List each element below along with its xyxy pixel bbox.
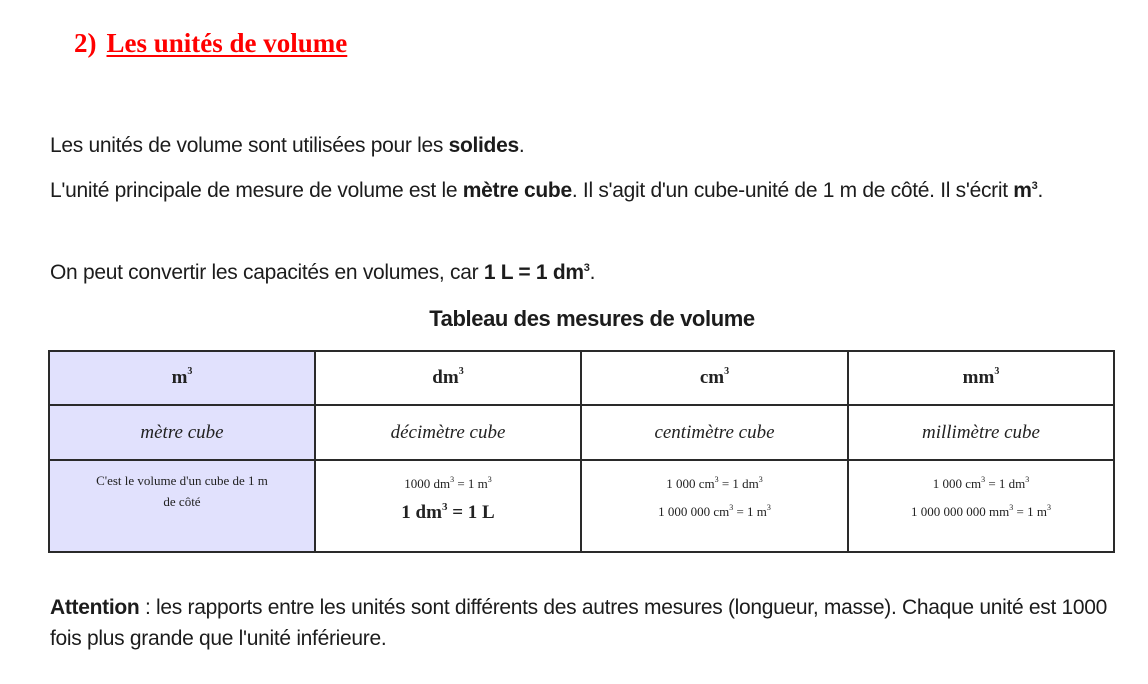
exponent: 3	[487, 475, 492, 484]
conversion-line	[849, 473, 1113, 494]
text: . Il s'agit d'un cube-unité de 1 m de côté. Il s'écrit	[571, 179, 1014, 202]
cell-info-m3	[49, 460, 315, 552]
attention-paragraph	[50, 592, 1130, 654]
section-heading	[74, 28, 347, 59]
text: 1000 dm	[404, 476, 451, 491]
main-unit-paragraph	[50, 174, 1090, 207]
text: .	[589, 261, 596, 284]
cell-unit-dm3	[315, 351, 581, 405]
text: 1 000 000 000 mm	[911, 504, 1010, 519]
exponent: 3	[583, 262, 590, 274]
conversion-line	[316, 473, 580, 494]
section-title: Les unités de volume	[106, 28, 348, 58]
exponent: 3	[450, 475, 455, 484]
text: Les unités de volume sont utilisées pour les	[50, 134, 449, 157]
text: 1 000 000 cm	[658, 504, 730, 519]
text: = 1 L	[447, 502, 495, 523]
exponent: 3	[1046, 503, 1051, 512]
exponent: 3	[441, 501, 448, 513]
table-row-units	[49, 351, 1114, 405]
table-row-conversions	[49, 460, 1114, 552]
text: : les rapports entre les unités sont différents des autres mesures (longueur, masse). Chaque unité est 1000 fois plus grande que l'unité inférieure.	[50, 596, 1108, 650]
conversion-paragraph	[50, 256, 595, 289]
text: m	[1013, 179, 1032, 202]
cell-name-mm3: millimètre cube	[848, 405, 1114, 460]
text: L'unité principale de mesure de volume est le	[50, 179, 463, 202]
text: 1 000 cm	[932, 476, 982, 491]
exponent: 3	[187, 366, 193, 377]
conversion-line	[582, 473, 847, 494]
section-number: 2)	[74, 28, 97, 58]
text: 1 L = 1 dm	[483, 261, 584, 284]
intro-paragraph	[50, 129, 524, 162]
emphasis-metre-cube: mètre cube	[462, 179, 572, 202]
conversion-line	[582, 504, 847, 520]
table-caption: Tableau des mesures de volume	[429, 306, 755, 331]
text: 1 dm	[401, 502, 442, 523]
text: dm	[432, 367, 459, 388]
text: .	[518, 134, 525, 157]
text: m	[171, 367, 188, 388]
cell-info-mm3	[848, 460, 1114, 552]
cell-name-dm3: décimètre cube	[315, 405, 581, 460]
cell-name-cm3: centimètre cube	[581, 405, 848, 460]
exponent: 3	[1025, 475, 1030, 484]
text: = 1 dm	[985, 476, 1026, 491]
cell-info-cm3	[581, 460, 848, 552]
text: mm	[962, 367, 995, 388]
exponent: 3	[1009, 503, 1014, 512]
text: = 1 m	[454, 476, 488, 491]
text: 1 000 cm	[666, 476, 715, 491]
exponent: 3	[994, 366, 1000, 377]
exponent: 3	[758, 475, 763, 484]
exponent: 3	[729, 503, 734, 512]
cell-unit-m3	[49, 351, 315, 405]
cell-info-dm3	[315, 460, 581, 552]
table-row-names	[49, 405, 1114, 460]
exponent: 3	[458, 366, 464, 377]
attention-label: Attention	[50, 596, 140, 619]
text: On peut convertir les capacités en volumes, car	[50, 261, 484, 284]
text: = 1 dm	[718, 476, 759, 491]
definition-text: C'est le volume d'un cube de 1 m de côté	[96, 473, 268, 509]
text: .	[1037, 179, 1044, 202]
emphasis-solides: solides	[448, 134, 519, 157]
cell-unit-mm3	[848, 351, 1114, 405]
exponent: 3	[724, 366, 730, 377]
conversion-equation	[484, 261, 590, 284]
text: = 1 m	[733, 504, 767, 519]
exponent: 3	[1031, 180, 1038, 192]
cell-unit-cm3	[581, 351, 848, 405]
unit-symbol	[1013, 179, 1037, 202]
volume-units-table	[48, 350, 1115, 553]
exponent: 3	[714, 475, 719, 484]
text: cm	[699, 367, 725, 388]
exponent: 3	[981, 475, 986, 484]
text: = 1 m	[1013, 504, 1047, 519]
exponent: 3	[766, 503, 771, 512]
conversion-line	[849, 504, 1113, 520]
conversion-highlight	[316, 502, 580, 524]
cell-name-m3: mètre cube	[49, 405, 315, 460]
